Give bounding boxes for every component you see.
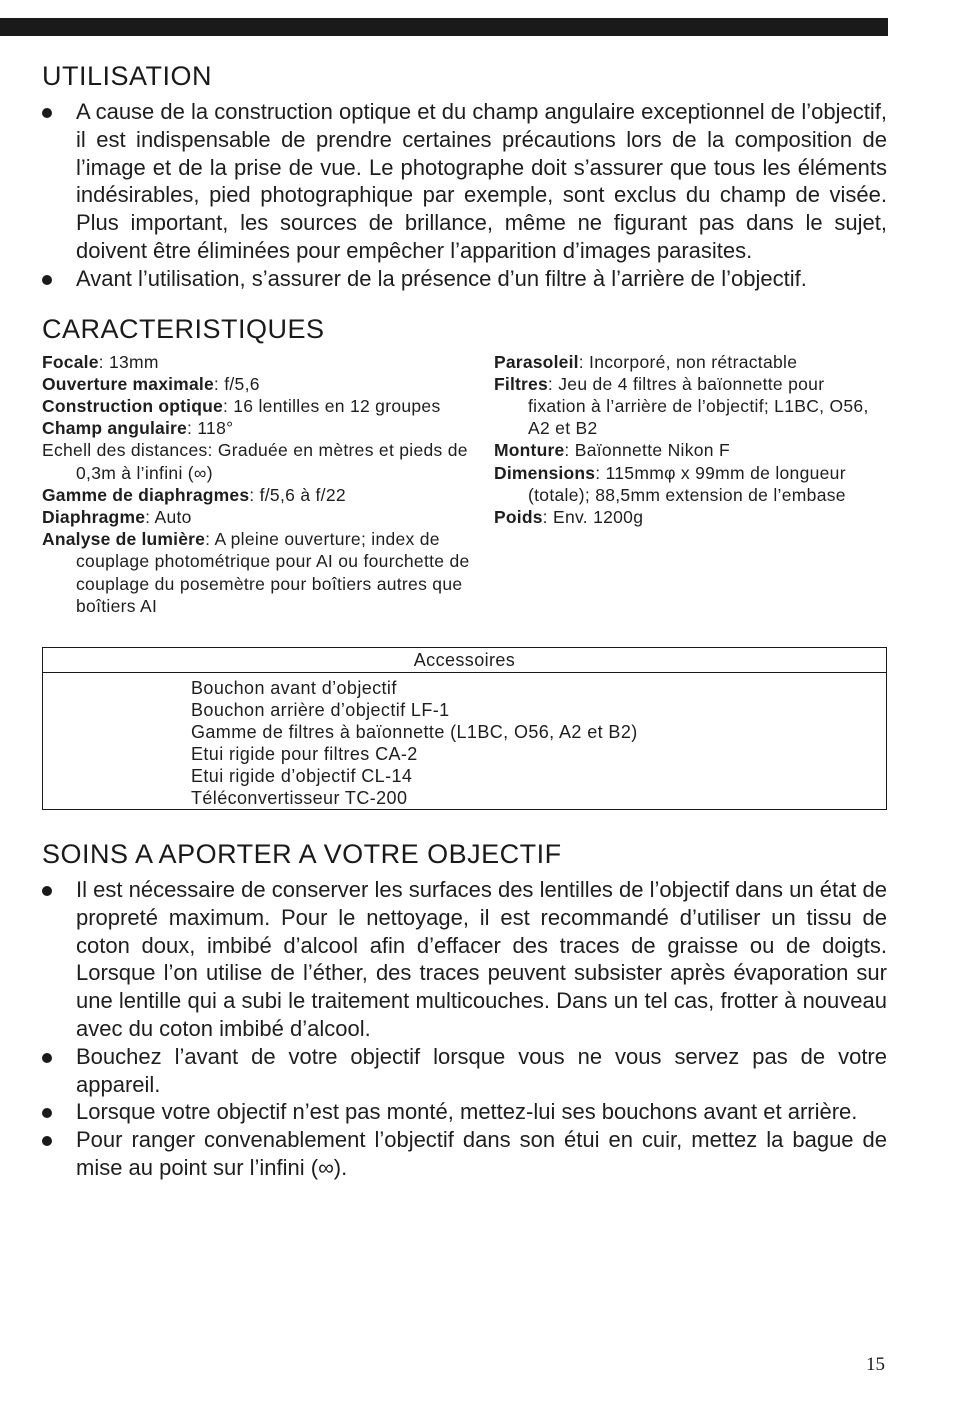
spec-value: 115mmφ x 99mm de longueur (totale); 88,5mm extension de l’embase bbox=[528, 462, 846, 505]
spec-value: Jeu de 4 filtres à baïonnette pour fixation à l’arrière de l’objectif; L1BC, O56, A2 et B2 bbox=[528, 373, 869, 439]
spec-value: Baïonnette Nikon F bbox=[574, 440, 730, 461]
spec-row: Champ angulaire: 118° bbox=[42, 418, 234, 439]
accessory-item: Gamme de filtres à baïonnette (L1BC, O56, A2 et B2) bbox=[191, 722, 638, 743]
spec-row: Gamme de diaphragmes: f/5,6 à f/22 bbox=[42, 484, 346, 505]
section-utilisation bbox=[42, 58, 887, 293]
section-title-caracteristiques: CARACTERISTIQUES bbox=[42, 313, 325, 344]
page-content bbox=[42, 58, 887, 1182]
spec-key: Gamme de diaphragmes bbox=[42, 484, 250, 505]
spec-key: Ouverture maximale bbox=[42, 373, 214, 394]
section-title-utilisation: UTILISATION bbox=[42, 61, 213, 91]
bullet-item bbox=[42, 265, 887, 293]
soins-bullets bbox=[42, 876, 887, 1182]
bullet-icon bbox=[42, 1053, 52, 1063]
spec-key: Echell des distances bbox=[42, 440, 208, 461]
spec-key: Monture bbox=[494, 440, 565, 461]
spec-row: Parasoleil: Incorporé, non rétractable bbox=[494, 351, 798, 372]
bullet-text: Lorsque votre objectif n’est pas monté, mettez-lui ses bouchons avant et arrière. bbox=[76, 1099, 858, 1125]
spec-key: Diaphragme bbox=[42, 507, 146, 527]
spec-row: Poids: Env. 1200g bbox=[494, 507, 644, 527]
page-number: 15 bbox=[866, 1354, 885, 1375]
bullet-item bbox=[42, 1098, 887, 1126]
bullet-text: Avant l’utilisation, s’assurer de la présence d’un filtre à l’arrière de l’objectif. bbox=[76, 265, 807, 291]
bullet-icon bbox=[42, 108, 52, 118]
accessories-list bbox=[43, 673, 886, 809]
accessory-item: Bouchon avant d’objectif bbox=[191, 678, 397, 699]
accessory-item: Etui rigide pour filtres CA-2 bbox=[191, 744, 418, 765]
spec-value: 13mm bbox=[108, 351, 159, 372]
spec-value: Graduée en mètres et pieds de 0,3m à l’infini (∞) bbox=[76, 440, 468, 483]
spec-value: A pleine ouverture; index de couplage photométrique pour AI ou fourchette de couplage du posemètre pour boîtiers autres que boîtiers AI bbox=[76, 529, 470, 616]
section-caracteristiques bbox=[42, 311, 887, 617]
spec-row: Diaphragme: Auto bbox=[42, 507, 192, 527]
spec-row: Monture: Baïonnette Nikon F bbox=[494, 440, 730, 461]
spec-key: Champ angulaire bbox=[42, 418, 187, 439]
bullet-text: A cause de la construction optique et du champ angulaire exceptionnel de l’objectif, il est indispensable de prendre certaines précautions lors de la composition de l’image et de la prise de vue. Le photographe doit s’assurer que tous les éléments indésirables, pied photographique par exemple, sont exclus du champ de visée. Plus important, les sources de brillance, même ne figurant pas dans le sujet, doivent être éliminées pour empêcher l’apparition d’images parasites. bbox=[76, 99, 887, 263]
utilisation-bullets bbox=[42, 98, 887, 293]
spec-row: Construction optique: 16 lentilles en 12 groupes bbox=[42, 395, 441, 416]
spec-value: f/5,6 à f/22 bbox=[259, 484, 346, 505]
bullet-text: Pour ranger convenablement l’objectif dans son étui en cuir, mettez la bague de mise au point sur l’infini (∞). bbox=[76, 1127, 887, 1180]
spec-row: Analyse de lumière: A pleine ouverture; index de couplage photométrique pour AI ou fourchette de couplage du posemètre pour boîtiers autres que boîtiers AI bbox=[42, 529, 470, 616]
spec-key: Dimensions bbox=[494, 462, 596, 483]
spec-row: Echell des distances: Graduée en mètres et pieds de 0,3m à l’infini (∞) bbox=[42, 440, 468, 483]
spec-row: Ouverture maximale: f/5,6 bbox=[42, 373, 260, 394]
bullet-icon bbox=[42, 1136, 52, 1146]
bullet-text: Il est nécessaire de conserver les surfaces des lentilles de l’objectif dans un état de propreté maximum. Pour le nettoyage, il est recommandé d’utiliser un tissu de coton doux, imbibé d’alcool afin d’effacer des traces de graisse ou de doigts. Lorsque l’on utilise de l’éther, des traces peuvent subsister après évaporation sur une lentille qui a subi le traitement multicouches. Dans un tel cas, frotter à nouveau avec du coton imbibé d’alcool. bbox=[76, 877, 887, 1041]
spec-key: Construction optique bbox=[42, 395, 223, 416]
spec-value: f/5,6 bbox=[224, 373, 260, 394]
spec-row: Dimensions: 115mmφ x 99mm de longueur (totale); 88,5mm extension de l’embase bbox=[494, 462, 846, 505]
accessory-item: Téléconvertisseur TC-200 bbox=[191, 788, 408, 809]
spec-key: Poids bbox=[494, 507, 543, 527]
accessory-item: Bouchon arrière d’objectif LF-1 bbox=[191, 700, 450, 721]
accessories-title: Accessoires bbox=[43, 648, 886, 673]
spec-key: Analyse de lumière bbox=[42, 529, 206, 550]
section-title-soins: SOINS A APORTER A VOTRE OBJECTIF bbox=[42, 839, 562, 870]
specs-columns bbox=[42, 351, 887, 617]
spec-key: Filtres bbox=[494, 373, 548, 394]
bullet-text: Bouchez l’avant de votre objectif lorsque vous ne vous servez pas de votre appareil. bbox=[76, 1043, 887, 1097]
accessories-table bbox=[42, 647, 887, 810]
section-soins bbox=[42, 836, 887, 1182]
spec-value: 118° bbox=[197, 418, 234, 439]
accessory-item: Etui rigide d’objectif CL-14 bbox=[191, 766, 413, 787]
spec-value: 16 lentilles en 12 groupes bbox=[233, 395, 441, 416]
bullet-item bbox=[42, 98, 887, 265]
spec-row: Focale: 13mm bbox=[42, 351, 159, 372]
specs-right-column bbox=[494, 351, 887, 617]
spec-value: Env. 1200g bbox=[552, 507, 644, 527]
bullet-icon bbox=[42, 275, 52, 285]
bullet-item bbox=[42, 1126, 887, 1182]
spec-value: Auto bbox=[154, 507, 192, 527]
spec-key: Focale bbox=[42, 351, 99, 372]
bullet-icon bbox=[42, 1108, 52, 1118]
bullet-item bbox=[42, 1043, 887, 1099]
spec-key: Parasoleil bbox=[494, 351, 579, 372]
specs-left-column bbox=[42, 351, 494, 617]
spec-row: Filtres: Jeu de 4 filtres à baïonnette pour fixation à l’arrière de l’objectif; L1BC, O56, A2 et B2 bbox=[494, 373, 869, 439]
top-rule bbox=[0, 18, 888, 36]
bullet-item bbox=[42, 876, 887, 1043]
bullet-icon bbox=[42, 886, 52, 896]
spec-value: Incorporé, non rétractable bbox=[589, 351, 798, 372]
